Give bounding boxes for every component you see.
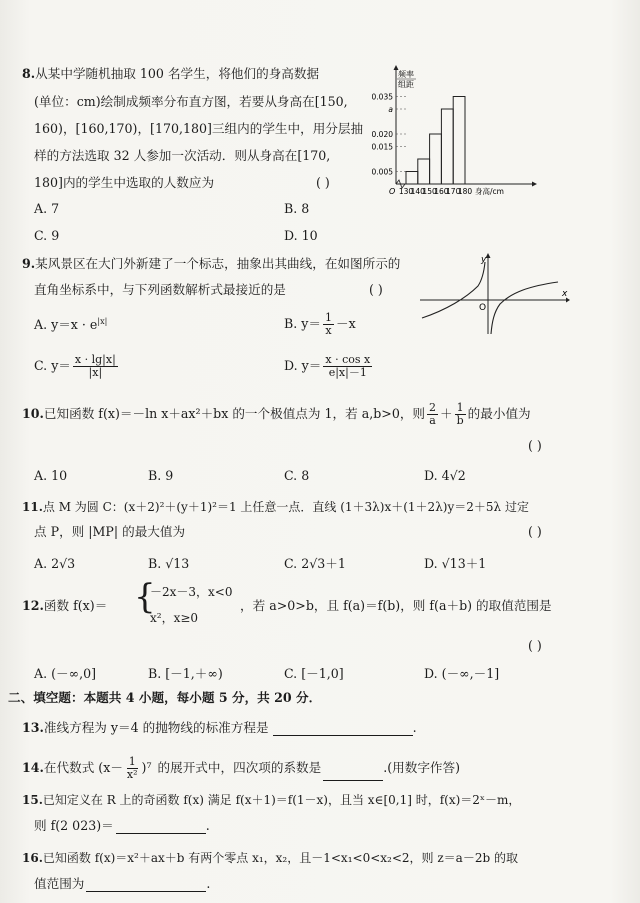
q8-option-a: A. 7 xyxy=(34,201,60,216)
q10-fraction-1: $\frac{2}{a}$ xyxy=(429,401,437,427)
q9-option-b: B. y＝ $\frac{1}{x}$ －x xyxy=(284,311,356,337)
q13-line1: 13.准线方程为 y＝4 的抛物线的标准方程是 . xyxy=(22,720,417,735)
origin-label: O xyxy=(479,303,487,313)
q10-answer-paren: ( ) xyxy=(528,438,542,453)
q11-option-c: C. 2√3＋1 xyxy=(284,556,346,571)
q11-option-a: A. 2√3 xyxy=(34,556,76,571)
q12-option-a: A. (－∞,0] xyxy=(34,666,97,681)
q11-line1: 11.点 M 为圆 C：(x＋2)²＋(y＋1)²＝1 上任意一点．直线 (1＋3λ)x＋(1＋2λ)y＝2＋5λ 过定 xyxy=(22,500,529,514)
q10-option-c: C. 8 xyxy=(284,468,310,483)
q9-option-a: A. $y=x \cdot e^{|x|}$ xyxy=(34,317,108,333)
histogram-labels xyxy=(372,69,504,196)
hist-x-tick-label: 180 xyxy=(457,187,473,196)
q15-line2: 则 f(2 023)＝ . xyxy=(34,818,210,833)
q10-number: 10. xyxy=(22,406,44,421)
hist-x-tick-label: 130 xyxy=(398,187,414,196)
q14-fraction: $\frac{1}{\text{x²}}$ xyxy=(126,755,138,781)
q9-curve-graph xyxy=(418,252,570,336)
section-fill-in-heading: 二、填空题：本题共 4 小题，每小题 5 分，共 20 分． xyxy=(8,690,322,705)
hist-bar xyxy=(406,172,418,185)
x-axis-label: x xyxy=(562,289,568,299)
y-axis-label: y xyxy=(481,255,487,265)
q8-number: 8. xyxy=(22,66,36,81)
q9-answer-paren: ( ) xyxy=(369,282,383,297)
q14-number: 14. xyxy=(22,760,44,775)
q9-option-d: D. y＝ $\frac{\text{x · cos x}}{e|x|-1}$ xyxy=(284,353,371,379)
q9-d-fraction: $\frac{\text{x · cos x}}{e|x|-1}$ xyxy=(325,353,371,379)
q8-option-c: C. 9 xyxy=(34,228,60,243)
q8-line1: 8.从某中学随机抽取 100 名学生，将他们的身高数据 xyxy=(22,66,320,81)
q9-number: 9. xyxy=(22,256,36,271)
q12-number: 12. xyxy=(22,598,44,613)
hist-y-tick-label: 0.015 xyxy=(371,142,393,152)
hist-ylabel-bottom: 组距 xyxy=(398,80,414,89)
q12-option-b: B. [－1,＋∞) xyxy=(148,666,223,681)
hist-y-tick-label: 0.005 xyxy=(371,167,393,177)
q8-answer-paren: ( ) xyxy=(316,175,330,190)
q8-option-b: B. 8 xyxy=(284,201,310,216)
hist-ylabel-top: 频率 xyxy=(398,70,414,79)
q13-number: 13. xyxy=(22,720,44,735)
q12-line1: 12.函数 f(x)＝ xyxy=(22,598,108,613)
q15-line1: 15.已知定义在 R 上的奇函数 f(x) 满足 f(x＋1)＝f(1－x)，且当 x∈[0,1] 时，f(x)＝2ˣ－m， xyxy=(22,793,521,807)
q14-answer-blank[interactable] xyxy=(323,768,383,781)
q12-condition: ，若 a>0>b，且 f(a)＝f(b)，则 f(a＋b) 的取值范围是 xyxy=(240,598,552,613)
hist-y-tick-label: 0.035 xyxy=(371,92,393,102)
q12-option-d: D. (－∞,－1] xyxy=(424,666,500,681)
q12-brace: { xyxy=(134,577,156,617)
hist-bar xyxy=(430,134,442,184)
q11-answer-paren: ( ) xyxy=(528,524,542,539)
histogram-bars xyxy=(406,97,465,185)
q9-b-fraction: $\frac{1}{x}$ xyxy=(324,311,332,337)
hist-x-tick-label: 160 xyxy=(434,187,449,196)
hist-bar xyxy=(441,109,453,184)
q11-number: 11. xyxy=(22,500,43,514)
hist-origin-label: O xyxy=(389,187,396,196)
q15-number: 15. xyxy=(22,793,43,807)
curve-right-branch xyxy=(491,282,558,334)
q8-line5: 180]内的学生中选取的人数应为 xyxy=(34,175,215,190)
q12-case-1: －2x－3，x<0 xyxy=(150,585,233,599)
hist-y-tick-label: 0.020 xyxy=(371,130,393,139)
q9-line2: 直角坐标系中，与下列函数解析式最接近的是 xyxy=(34,282,286,297)
hist-x-arrow-icon xyxy=(532,182,537,187)
q16-line1: 16.已知函数 f(x)＝x²＋ax＋b 有两个零点 x₁，x₂，且－1<x₁<0<x₂<2，则 z＝a－2b 的取 xyxy=(22,851,518,865)
hist-bar xyxy=(418,159,430,184)
q15-answer-blank[interactable] xyxy=(116,821,206,834)
hist-y-tick-label: a xyxy=(388,105,393,114)
q8-line2: (单位：cm)绘制成频率分布直方图，若要从身高在[150, xyxy=(34,94,348,109)
q11-line2: 点 P，则 |MP| 的最大值为 xyxy=(34,524,186,539)
height-histogram xyxy=(360,64,560,200)
q11-option-b: B. √13 xyxy=(148,556,190,571)
q14-line1: 14.在代数式 (x－ $\frac{1}{\text{x²}}$ )⁷ 的展开式中，四次项的系数是 .(用数字作答) xyxy=(22,755,461,781)
curve-left-branch xyxy=(422,262,485,318)
q9-line1: 9.某风景区在大门外新建了一个标志，抽象出其曲线，在如图所示的 xyxy=(22,256,401,271)
q12-answer-paren: ( ) xyxy=(528,638,542,653)
q9-option-c: C. y＝ $\frac{x \cdot \lg|x|}{|x|}$ xyxy=(34,353,116,379)
q8-option-d: D. 10 xyxy=(284,228,318,243)
q13-answer-blank[interactable] xyxy=(273,723,413,736)
hist-x-tick-label: 170 xyxy=(446,187,461,196)
q10-option-b: B. 9 xyxy=(148,468,174,483)
q10-line1: 10.已知函数 f(x)＝－ln x＋ax²＋bx 的一个极值点为 1，若 a,b>0，则 $\frac{2}{a}$ ＋ $\frac{1}{b}$ 的最小值为 xyxy=(22,401,531,427)
q16-number: 16. xyxy=(22,851,43,865)
q12-case-2: x²，x≥0 xyxy=(150,611,199,625)
hist-x-axis-label: 身高/cm xyxy=(475,187,504,196)
q9-c-fraction: $\frac{x \cdot \lg|x|}{|x|}$ xyxy=(74,353,116,379)
hist-x-tick-label: 150 xyxy=(422,187,437,196)
hist-bar xyxy=(453,97,465,185)
q10-option-d: D. 4√2 xyxy=(424,468,466,483)
q10-fraction-2: $\frac{1}{b}$ xyxy=(456,401,464,427)
q11-option-d: D. √13＋1 xyxy=(424,556,487,571)
q10-option-a: A. 10 xyxy=(34,468,68,483)
q8-line3: 160)，[160,170)，[170,180]三组内的学生中，用分层抽 xyxy=(34,121,364,136)
hist-x-tick-label: 140 xyxy=(410,187,425,196)
q12-option-c: C. [－1,0] xyxy=(284,666,344,681)
q8-line4: 样的方法选取 32 人参加一次活动．则从身高在[170, xyxy=(34,148,331,163)
q16-line2: 值范围为 . xyxy=(34,876,211,891)
q16-answer-blank[interactable] xyxy=(86,879,206,892)
